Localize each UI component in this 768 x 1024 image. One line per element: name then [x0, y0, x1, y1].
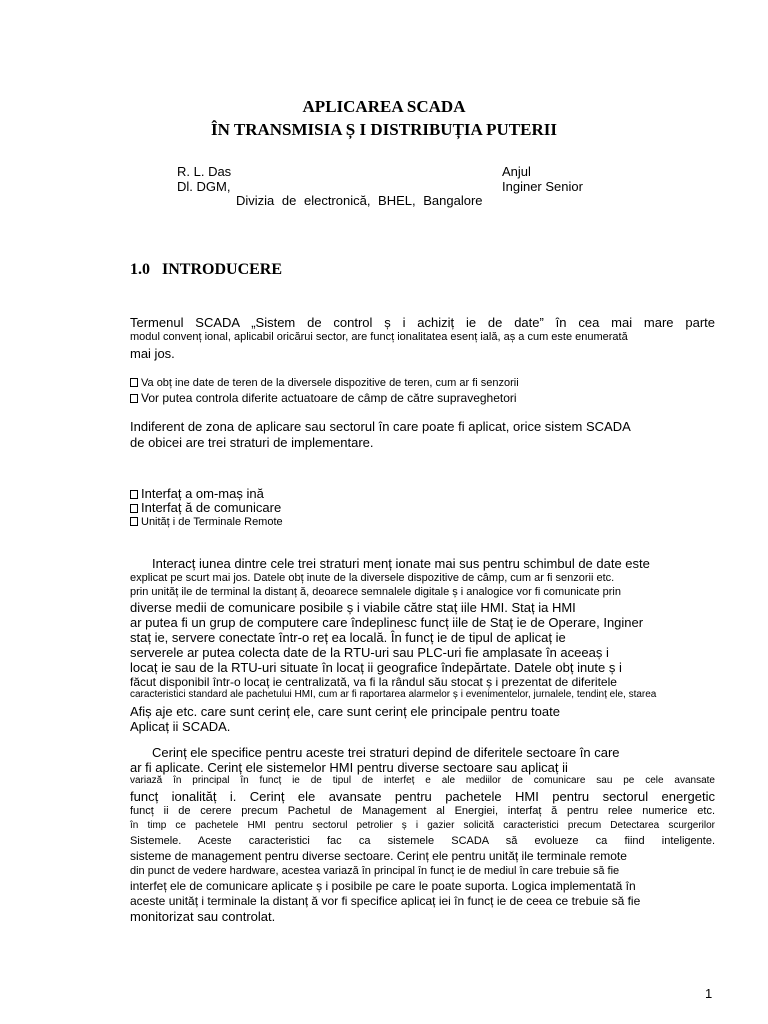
bullet-box-icon [130, 504, 138, 513]
paragraph-line: modul convenț ional, aplicabil oricărui sector, are funcț ionalitatea esenț ială, aș a cum este enumerată [130, 331, 628, 343]
paragraph-line: sisteme de management pentru diverse sectoare. Cerinț ele pentru unităț ile terminale remote [130, 849, 627, 863]
paragraph-line: funcț ionalităț i. Cerinț ele avansate pentru pachetele HMI pentru sectorul energetic [130, 789, 715, 804]
bullet-text: Unităț i de Terminale Remote [141, 516, 283, 528]
paragraph-line: făcut disponibil într-o locaț ie centralizată, va fi la rândul său stocat ș i prezentat de diferitele [130, 675, 617, 689]
paragraph-line: explicat pe scurt mai jos. Datele obț inute de la diversele dispozitive de câmp, cum ar fi senzorii etc. [130, 572, 615, 584]
paragraph-line: mai jos. [130, 346, 175, 361]
paragraph-line: locaț ie sau de la RTU-uri situate în locaț ii geografice îndepărtate. Datele obț inute ș i [130, 660, 622, 675]
document-title-line2: ÎN TRANSMISIA Ș I DISTRIBUȚIA PUTERII [211, 120, 557, 139]
document-title-line1: APLICAREA SCADA [302, 97, 466, 116]
section-heading: 1.0 INTRODUCERE [130, 261, 283, 278]
bullet-text: Interfaț a om-maș ină [141, 486, 264, 501]
paragraph-line: monitorizat sau controlat. [130, 909, 276, 924]
author-left-role: Dl. DGM, [177, 179, 231, 194]
bullet-box-icon [130, 378, 138, 387]
bullet-item [130, 516, 283, 528]
bullet-item [130, 486, 264, 501]
paragraph-line: funcț ii de cerere precum Pachetul de Management al Energiei, interfaț ă pentru relee numerice etc. [130, 805, 715, 817]
paragraph-line: ar putea fi un grup de computere care îndeplinesc funcț iile de Staț ie de Operare, Inginer [130, 615, 644, 630]
paragraph-line: serverele ar putea colecta date de la RTU-uri sau PLC-uri fie amplasate în aceeaș i [130, 645, 609, 660]
paragraph-line: din punct de vedere hardware, acestea variază în principal în funcț ie de mediul în care trebuie să fie [130, 865, 620, 877]
bullet-box-icon [130, 517, 138, 526]
paragraph-line: Aplicaț ii SCADA. [130, 719, 231, 734]
bullet-text: Vor putea controla diferite actuatoare de câmp de către supraveghetori [141, 391, 517, 405]
author-affiliation: Divizia de electronică, BHEL, Bangalore [236, 193, 483, 208]
paragraph-line: aceste unităț i terminale la distanț ă vor fi specifice aplicaț iei în funcț ie de ceea ce trebuie să fie [130, 894, 641, 908]
paragraph-line: de obicei are trei straturi de implementare. [130, 435, 374, 450]
paragraph-line: Indiferent de zona de aplicare sau sectorul în care poate fi aplicat, orice sistem SCADA [130, 419, 631, 434]
author-right-role: Inginer Senior [502, 179, 583, 194]
author-right-name: Anjul [502, 164, 531, 179]
paragraph-line: staț ie, servere conectate într-o reț ea locală. În funcț ie de tipul de aplicaț ie [130, 630, 566, 645]
bullet-text: Va obț ine date de teren de la diversele dispozitive de teren, cum ar fi senzorii [141, 377, 519, 389]
paragraph-line: prin unităț ile de terminal la distanț ă, deoarece semnalele digitale ș i analogice vor fi comunicate prin [130, 586, 621, 598]
paragraph-line: Interacț iunea dintre cele trei straturi menț ionate mai sus pentru schimbul de date este [152, 556, 650, 571]
author-left-name: R. L. Das [177, 164, 232, 179]
paragraph-line: interfeț ele de comunicare aplicate ș i posibile pe care le poate suporta. Logica implementată în [130, 879, 636, 893]
bullet-item [130, 500, 281, 515]
paragraph-line: diverse medii de comunicare posibile ș i viabile către staț iile HMI. Staț ia HMI [130, 600, 576, 615]
paragraph-line: în timp ce pachetele HMI pentru sectorul petrolier ș i gazier solicită caracteristici precum Detectarea scurgerilor [130, 820, 715, 831]
paragraph-line: Termenul SCADA „Sistem de control ș i achiziț ie de date” în cea mai mare parte [130, 315, 715, 330]
bullet-box-icon [130, 394, 138, 403]
bullet-text: Interfaț ă de comunicare [141, 500, 282, 515]
paragraph-line: Cerinț ele specifice pentru aceste trei straturi depind de diferitele sectoare în care [152, 745, 620, 760]
paragraph-line: Afiș aje etc. care sunt cerinț ele, care sunt cerinț ele principale pentru toate [130, 704, 560, 719]
paragraph-line: variază în principal în funcț ie de tipul de interfeț e ale mediilor de comunicare sau pe cele avansate [130, 775, 715, 786]
bullet-box-icon [130, 490, 138, 499]
page-number: 1 [705, 986, 713, 1001]
bullet-item [130, 391, 517, 405]
paragraph-line: Sistemele. Aceste caracteristici fac ca sistemele SCADA să evolueze ca fiind inteligente. [130, 835, 715, 847]
bullet-item [130, 377, 519, 389]
paragraph-line: caracteristici standard ale pachetului HMI, cum ar fi raportarea alarmelor ș i evenimentelor, jurnalele, tendinț ele, starea [130, 689, 657, 700]
paragraph-line: ar fi aplicate. Cerinț ele sistemelor HMI pentru diverse sectoare sau aplicaț ii [130, 760, 568, 775]
